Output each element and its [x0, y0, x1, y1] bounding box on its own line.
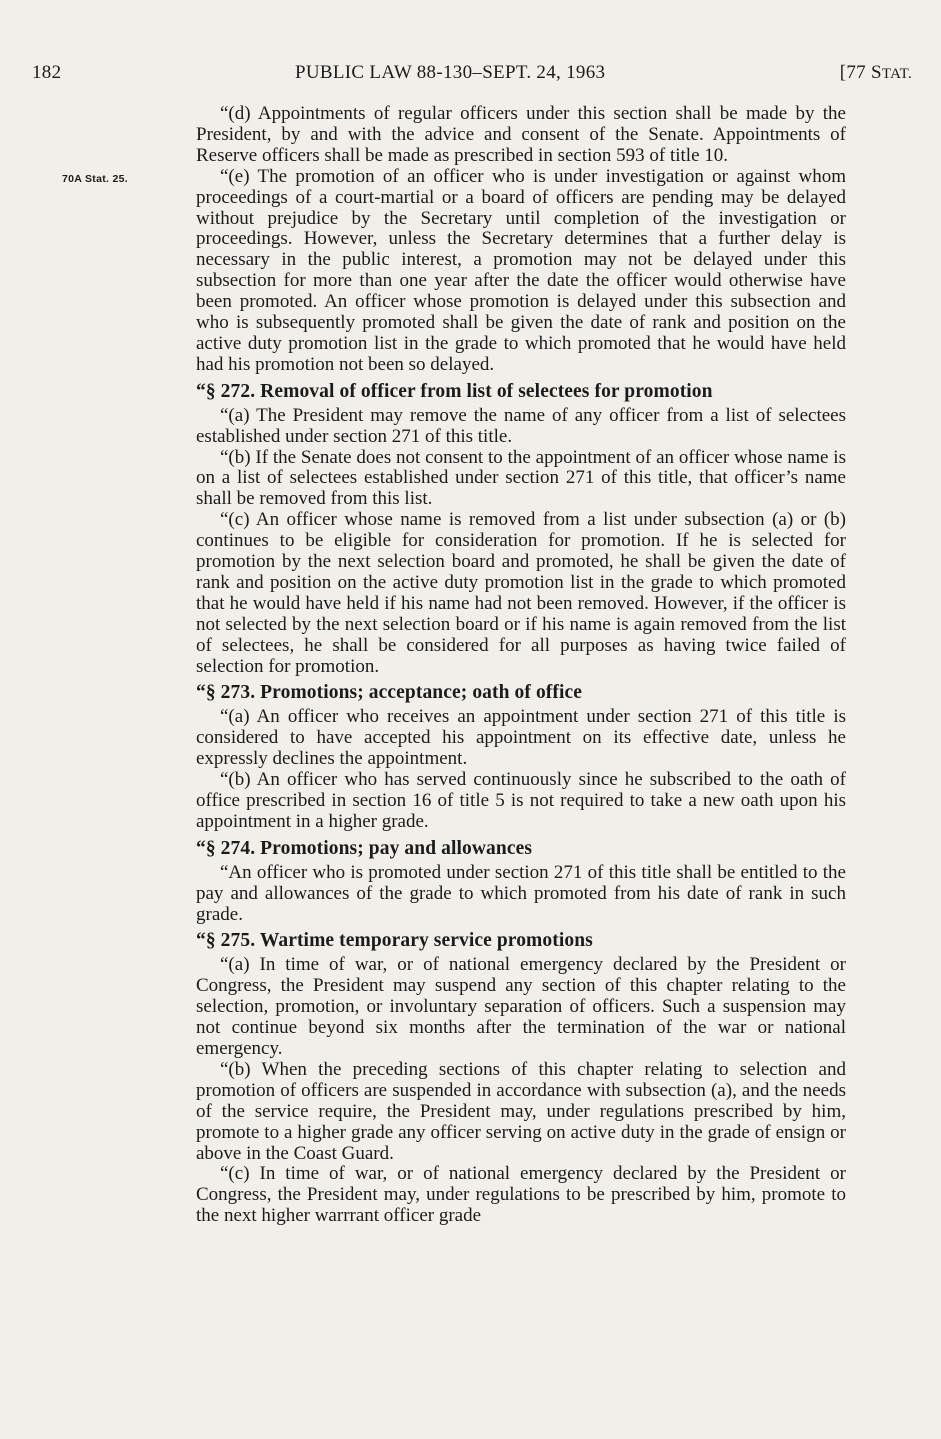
statute-text: [196, 104, 846, 1227]
paragraph-e: “(e) The promotion of an officer who is under investigation or against whom proceedings of a court-martial or a board of officers are pending may be delayed without prejudice by the Secretary until completion of the investigation or proceedings. However, unless the Secretary determines that a further delay is necessary in the public interest, a promotion may not be delayed under this subsection for more than one year after the date the officer would otherwise have been promoted. An officer whose promotion is delayed under this subsection and who is subsequently promoted shall be given the date of rank and position on the active duty promotion list in the grade to which promoted that he would have held had his promotion not been so delayed.: [196, 165, 846, 375]
section-heading-275: “§ 275. Wartime temporary service promotions: [196, 930, 593, 952]
page-number: 182: [32, 62, 62, 83]
section-heading-274: “§ 274. Promotions; pay and allowances: [196, 837, 533, 859]
volume-prefix: [77 S: [839, 62, 882, 83]
page-header: [32, 62, 912, 88]
margin-citation: 70A Stat. 25.: [62, 173, 128, 185]
section-heading-272: “§ 272. Removal of officer from list of selectees for promotion: [196, 380, 713, 402]
paragraph-275-c: “(c) In time of war, or of national emergency declared by the President or Congress, the President may, under regulations to be prescribed by him, promote to the next higher warrrant officer grade: [196, 1163, 846, 1227]
paragraph-272-c: “(c) An officer whose name is removed from a list under subsection (a) or (b) continues to be eligible for consideration for promotion. If he is selected for promotion by the next selection board and promoted, he shall be given the date of rank and position on the active duty promotion list in the grade to which promoted that he would have held if his name had not been removed. However, if the officer is not selected by the next selection board or if his name is again removed from the list of selectees, he shall be considered for all purposes as having twice failed of selection for promotion.: [196, 509, 846, 677]
paragraph-273-b: “(b) An officer who has served continuously since he subscribed to the oath of office prescribed in section 16 of title 5 is not required to take a new oath upon his appointment in a higher grade.: [196, 769, 846, 832]
paragraph-272-b: “(b) If the Senate does not consent to the appointment of an officer whose name is on a list of selectees established under section 271 of this title, that officer’s name shall be removed from this list.: [196, 446, 846, 510]
paragraph-275-a: “(a) In time of war, or of national emergency declared by the President or Congress, the President may suspend any section of this chapter relating to the selection, promotion, or involuntary separation of officers. Such a suspension may not continue beyond six months after the termination of the war or national emergency.: [196, 954, 846, 1059]
section-heading-273: “§ 273. Promotions; acceptance; oath of office: [196, 682, 583, 704]
running-title: PUBLIC LAW 88-130–SEPT. 24, 1963: [295, 62, 606, 83]
paragraph-275-b: “(b) When the preceding sections of this chapter relating to selection and promotion of officers are suspended in accordance with subsection (a), and the needs of the service require, the President may, under regulations prescribed by him, promote to a higher grade any officer serving on active duty in the grade of ensign or above in the Coast Guard.: [196, 1058, 846, 1164]
paragraph-274: “An officer who is promoted under section 271 of this title shall be entitled to the pay and allowances of the grade to which promoted from his date of rank in such grade.: [196, 861, 846, 925]
paragraph-272-a: “(a) The President may remove the name of any officer from a list of selectees established under section 271 of this title.: [196, 404, 846, 447]
paragraph-273-a: “(a) An officer who receives an appointment under section 271 of this title is considered to have accepted his appointment on its effective date, unless he expressly declines the appointment.: [196, 706, 846, 770]
volume-smallcaps: TAT.: [881, 66, 912, 82]
volume-citation: [840, 62, 912, 84]
paragraph-d: “(d) Appointments of regular officers under this section shall be made by the President, by and with the advice and consent of the Senate. Appointments of Reserve officers shall be made as prescribed in section 593 of title 10.: [196, 103, 846, 166]
